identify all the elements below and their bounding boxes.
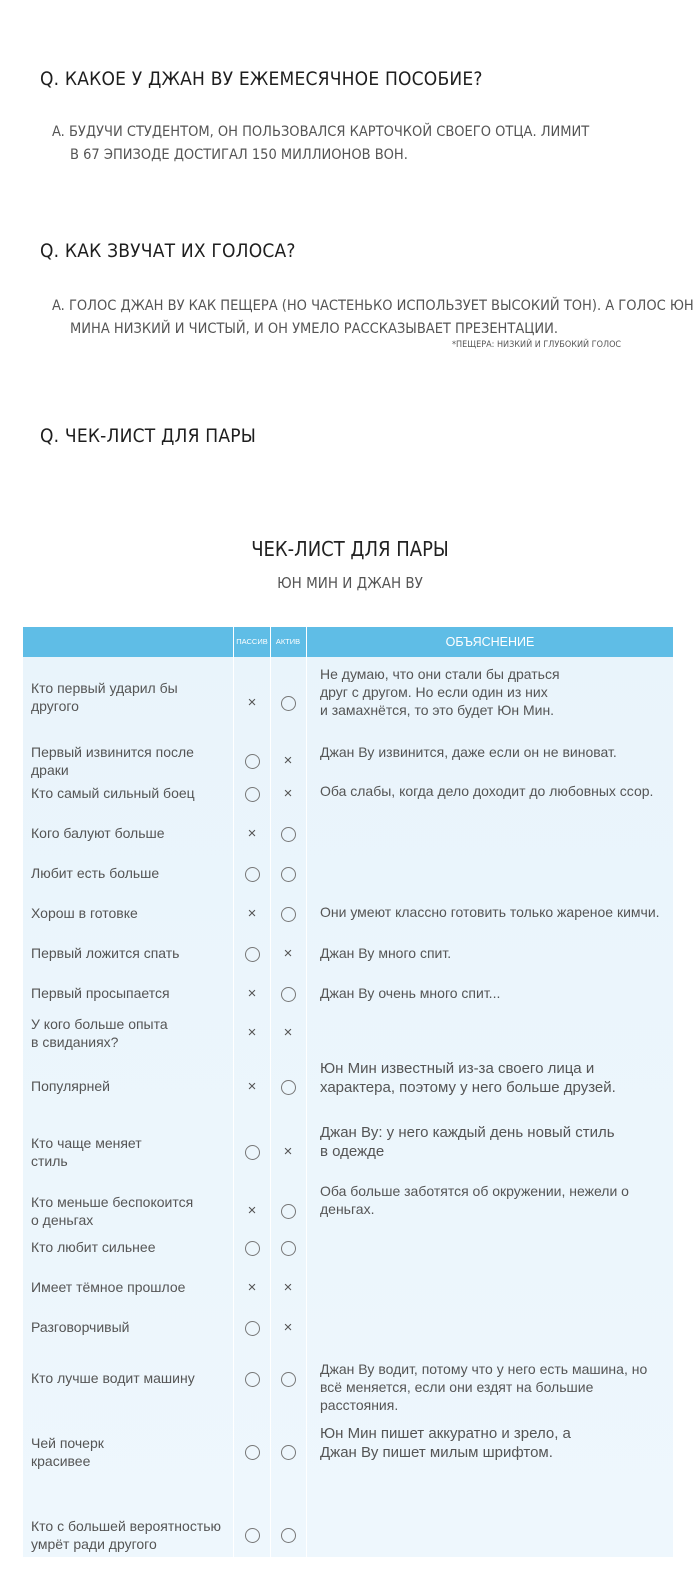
circle-mark-icon [245, 1145, 260, 1160]
question-line: Чей почерк [31, 1435, 104, 1451]
row-question [31, 1015, 226, 1051]
question-line: Первый извинится после [31, 744, 194, 760]
row-question [31, 944, 226, 962]
explanation-line: и замахнётся, то это будет Юн Мин. [320, 702, 555, 718]
cross-mark-icon: × [283, 945, 293, 962]
circle-mark-icon [245, 1372, 260, 1387]
header-passive: ПАССИВ [236, 637, 268, 646]
circle-mark-icon [281, 907, 296, 922]
cross-mark-icon: × [247, 1279, 257, 1296]
cross-mark-icon: × [283, 1024, 293, 1041]
row-explanation [320, 782, 670, 800]
answer-line: A. ГОЛОС ДЖАН ВУ КАК ПЕЩЕРА (НО ЧАСТЕНЬКО ИСПОЛЬЗУЕТ ВЫСОКИЙ ТОН). А ГОЛОС ЮН [52, 298, 694, 314]
row-question [31, 784, 226, 802]
row-explanation [320, 1424, 670, 1462]
circle-mark-icon [245, 947, 260, 962]
circle-mark-icon [281, 1445, 296, 1460]
question-line: Кто меньше беспокоится [31, 1194, 194, 1210]
row-question [31, 1278, 226, 1296]
question-line: драки [31, 762, 69, 778]
explanation-line: Не думаю, что они стали бы драться [320, 666, 560, 682]
circle-mark-icon [245, 1321, 260, 1336]
explanation-line: друг с другом. Но если один из них [320, 684, 548, 700]
row-explanation [320, 1059, 670, 1097]
checklist-subtitle: ЮН МИН И ДЖАН ВУ [277, 574, 423, 592]
row-question [31, 1134, 226, 1170]
cross-mark-icon: × [283, 785, 293, 802]
row-explanation [320, 743, 670, 761]
circle-mark-icon [281, 1204, 296, 1219]
question-line: в свиданиях? [31, 1034, 119, 1050]
question-line: Кто самый сильный боец [31, 785, 195, 801]
row-question [31, 1238, 226, 1256]
explanation-line: Оба больше заботятся об окружении, нежели о [320, 1183, 629, 1199]
explanation-line: Джан Ву: у него каждый день новый стиль [320, 1124, 615, 1141]
circle-mark-icon [245, 787, 260, 802]
explanation-line: Оба слабы, когда дело доходит до любовных ссор. [320, 783, 654, 799]
column-divider [270, 627, 271, 1557]
circle-mark-icon [245, 754, 260, 769]
row-explanation [320, 903, 670, 921]
question-line: У кого больше опыта [31, 1016, 168, 1032]
table-header [23, 627, 673, 657]
header-active: АКТИВ [275, 637, 301, 646]
cross-mark-icon: × [247, 1024, 257, 1041]
row-explanation [320, 944, 670, 962]
column-divider [306, 627, 307, 1557]
cross-mark-icon: × [247, 905, 257, 922]
explanation-line: характера, поэтому у него больше друзей. [320, 1079, 616, 1096]
cross-mark-icon: × [247, 694, 257, 711]
circle-mark-icon [281, 1528, 296, 1543]
circle-mark-icon [281, 1080, 296, 1095]
row-question [31, 679, 226, 715]
row-question [31, 1517, 226, 1553]
row-explanation [320, 1123, 670, 1161]
circle-mark-icon [245, 1445, 260, 1460]
row-question [31, 824, 226, 842]
explanation-line: Они умеют классно готовить только жареное кимчи. [320, 904, 660, 920]
column-divider [233, 627, 234, 1557]
explanation-line: Джан Ву водит, потому что у него есть машина, но [320, 1361, 648, 1377]
question-line: умрёт ради другого [31, 1536, 157, 1552]
question-checklist: Q. ЧЕК-ЛИСТ ДЛЯ ПАРЫ [40, 425, 257, 447]
row-explanation [320, 1360, 670, 1414]
explanation-line: Джан Ву очень много спит... [320, 985, 501, 1001]
question-voices: Q. КАК ЗВУЧАТ ИХ ГОЛОСА? [40, 240, 296, 262]
question-line: Кто любит сильнее [31, 1239, 156, 1255]
row-explanation [320, 665, 670, 719]
question-line: Кого балуют больше [31, 825, 165, 841]
explanation-line: Юн Мин пишет аккуратно и зрело, а [320, 1425, 571, 1442]
explanation-line: Юн Мин известный из-за своего лица и [320, 1060, 595, 1077]
cross-mark-icon: × [247, 1078, 257, 1095]
circle-mark-icon [281, 827, 296, 842]
explanation-line: деньгах. [320, 1201, 375, 1217]
circle-mark-icon [281, 867, 296, 882]
cross-mark-icon: × [247, 825, 257, 842]
row-question [31, 1077, 226, 1095]
answer-line: МИНА НИЗКИЙ И ЧИСТЫЙ, И ОН УМЕЛО РАССКАЗЫВАЕТ ПРЕЗЕНТАЦИИ. [70, 321, 559, 337]
row-question [31, 904, 226, 922]
row-question [31, 1193, 226, 1229]
question-line: Разговорчивый [31, 1319, 130, 1335]
question-line: Имеет тёмное прошлое [31, 1279, 186, 1295]
row-explanation [320, 1182, 670, 1218]
question-line: Кто первый ударил бы [31, 680, 178, 696]
question-line: Кто чаще меняет [31, 1135, 142, 1151]
question-line: стиль [31, 1153, 68, 1169]
checklist-table [23, 627, 673, 1557]
header-explanation: ОБЪЯСНЕНИЕ [445, 635, 535, 649]
circle-mark-icon [245, 1528, 260, 1543]
explanation-line: всё меняется, если они ездят на большие расстояния. [320, 1379, 594, 1413]
answer-voices [52, 295, 694, 341]
explanation-line: Джан Ву много спит. [320, 945, 452, 961]
circle-mark-icon [245, 1241, 260, 1256]
circle-mark-icon [245, 867, 260, 882]
row-question [31, 864, 226, 882]
row-question [31, 743, 226, 779]
question-line: Кто с большей вероятностью [31, 1518, 222, 1534]
question-line: Любит есть больше [31, 865, 160, 881]
checklist-title: ЧЕК-ЛИСТ ДЛЯ ПАРЫ [251, 537, 449, 561]
question-line: Кто лучше водит машину [31, 1370, 195, 1386]
question-line: другого [31, 698, 79, 714]
question-allowance: Q. КАКОЕ У ДЖАН ВУ ЕЖЕМЕСЯЧНОЕ ПОСОБИЕ? [40, 68, 483, 90]
cross-mark-icon: × [247, 985, 257, 1002]
cross-mark-icon: × [247, 1202, 257, 1219]
cross-mark-icon: × [283, 752, 293, 769]
answer-line: A. БУДУЧИ СТУДЕНТОМ, ОН ПОЛЬЗОВАЛСЯ КАРТОЧКОЙ СВОЕГО ОТЦА. ЛИМИТ [52, 124, 590, 140]
circle-mark-icon [281, 987, 296, 1002]
row-question [31, 1434, 226, 1470]
answer-allowance [52, 121, 589, 167]
question-line: Первый ложится спать [31, 945, 180, 961]
question-line: Первый просыпается [31, 985, 170, 1001]
row-question [31, 984, 226, 1002]
cross-mark-icon: × [283, 1319, 293, 1336]
row-question [31, 1369, 226, 1387]
circle-mark-icon [281, 1372, 296, 1387]
explanation-line: Джан Ву пишет милым шрифтом. [320, 1444, 553, 1461]
row-explanation [320, 984, 670, 1002]
explanation-line: в одежде [320, 1143, 385, 1160]
question-line: о деньгах [31, 1212, 94, 1228]
circle-mark-icon [281, 1241, 296, 1256]
circle-mark-icon [281, 696, 296, 711]
question-line: Популярней [31, 1078, 110, 1094]
row-question [31, 1318, 226, 1336]
question-line: Хорош в готовке [31, 905, 138, 921]
answer-line: В 67 ЭПИЗОДЕ ДОСТИГАЛ 150 МИЛЛИОНОВ ВОН. [70, 147, 408, 163]
cross-mark-icon: × [283, 1279, 293, 1296]
explanation-line: Джан Ву извинится, даже если он не виноват. [320, 744, 617, 760]
question-line: красивее [31, 1453, 91, 1469]
footnote: *ПЕЩЕРА: НИЗКИЙ И ГЛУБОКИЙ ГОЛОС [452, 340, 622, 350]
cross-mark-icon: × [283, 1143, 293, 1160]
